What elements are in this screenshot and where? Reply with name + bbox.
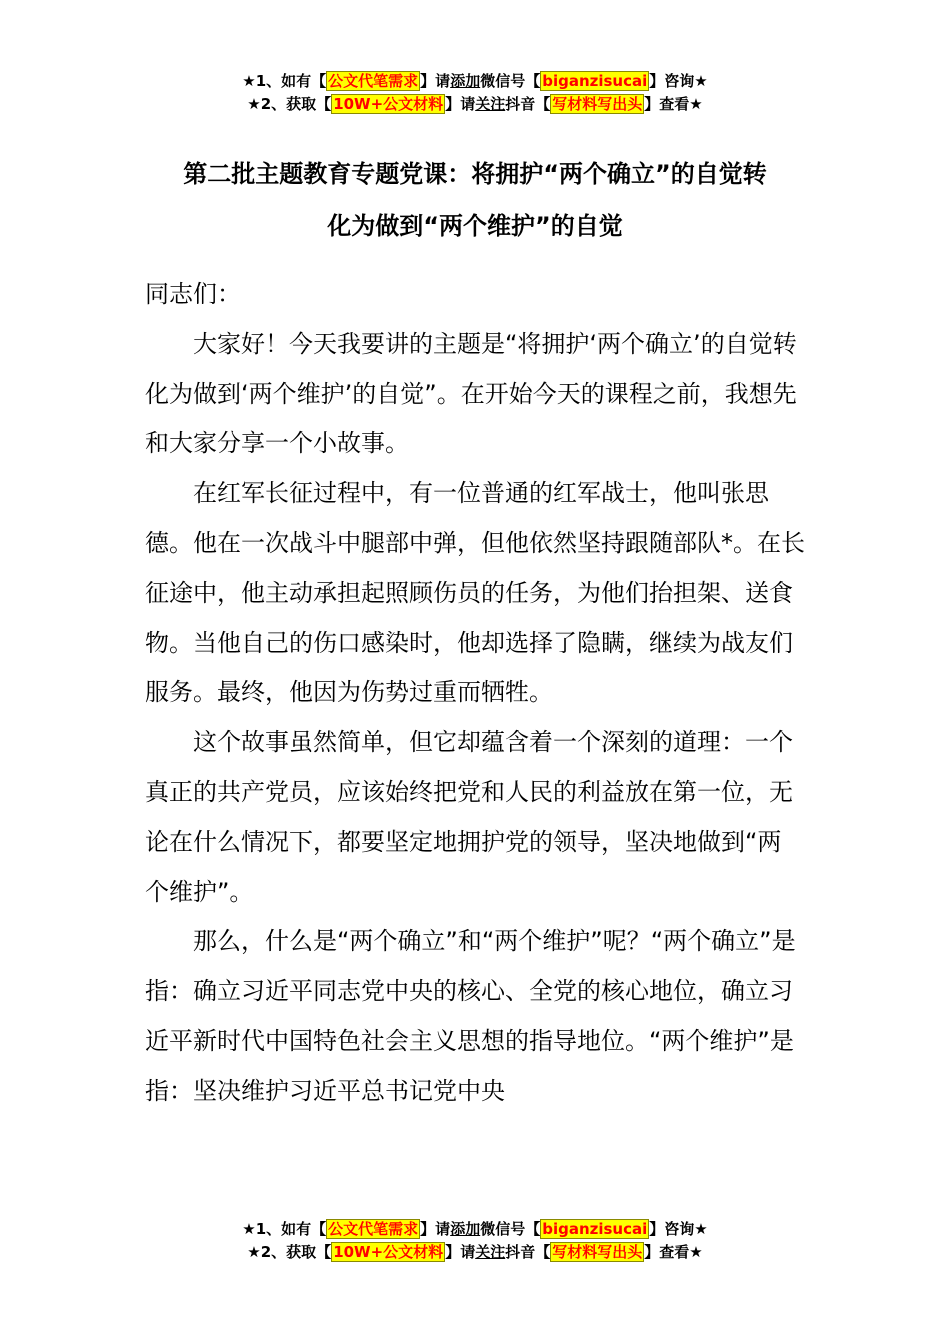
header-ad-line-1 — [0, 70, 950, 93]
ad-text: ★2、获取【 — [247, 1243, 332, 1261]
salutation: 同志们： — [145, 280, 241, 308]
ad-text: 】查看★ — [644, 95, 703, 113]
ad-text: ★1、如有【 — [242, 1220, 327, 1238]
body-paragraph: 这个故事虽然简单，但它却蕴含着一个深刻的道理：一个真正的共产党员，应该始终把党和人民的利益放在第一位，无论在什么情况下，都要坚定地拥护党的领导，坚决地做到“两个维护”。 — [145, 728, 793, 906]
ad-highlight-materials: 10W+公文材料 — [333, 95, 444, 113]
ad-text: 】查看★ — [644, 1243, 703, 1261]
ad-text: 抖音【 — [505, 1243, 551, 1261]
ad-text: 】请 — [445, 95, 476, 113]
ad-text: 微信号【 — [480, 72, 541, 90]
title-line-2: 化为做到“两个维护”的自觉 — [327, 212, 623, 240]
body-paragraph: 在红军长征过程中，有一位普通的红军战士，他叫张思德。他在一次战斗中腿部中弹，但他依然坚持跟随部队*。在长征途中，他主动承担起照顾伤员的任务，为他们抬担架、送食物。当他自己的伤口感染时，他却选择了隐瞒，继续为战友们服务。最终，他因为伤势过重而牺牲。 — [145, 479, 805, 707]
ad-underline-follow: 关注 — [475, 95, 506, 113]
ad-highlight-douyin-account: 写材料写出头 — [552, 95, 643, 113]
ad-underline-add: 添加 — [450, 1220, 481, 1238]
document-body — [145, 270, 805, 1117]
footer-ad-line-1 — [0, 1218, 950, 1241]
document-title — [100, 148, 850, 252]
ad-highlight-materials: 10W+公文材料 — [333, 1243, 444, 1261]
ad-text: 】请 — [420, 72, 451, 90]
ad-text: ★1、如有【 — [242, 72, 327, 90]
title-line-1: 第二批主题教育专题党课：将拥护“两个确立”的自觉转 — [183, 160, 767, 188]
ad-highlight-service: 公文代笔需求 — [328, 72, 419, 90]
ad-highlight-service: 公文代笔需求 — [328, 1220, 419, 1238]
ad-underline-follow: 关注 — [475, 1243, 506, 1261]
footer-ad-line-2 — [0, 1241, 950, 1264]
ad-underline-add: 添加 — [450, 72, 481, 90]
ad-text: 】咨询★ — [649, 72, 708, 90]
body-paragraph: 那么，什么是“两个确立”和“两个维护”呢？“两个确立”是指：确立习近平同志党中央的核心、全党的核心地位，确立习近平新时代中国特色社会主义思想的指导地位。“两个维护”是指：坚决维护习近平总书记党中央 — [145, 927, 796, 1105]
ad-text: 微信号【 — [480, 1220, 541, 1238]
footer-ad-block — [0, 1218, 950, 1264]
ad-highlight-douyin-account: 写材料写出头 — [552, 1243, 643, 1261]
header-ad-line-2 — [0, 93, 950, 116]
ad-text: 】请 — [445, 1243, 476, 1261]
ad-highlight-wechat-id: biganzisucai — [542, 72, 648, 90]
ad-text: 】请 — [420, 1220, 451, 1238]
header-ad-block — [0, 70, 950, 116]
body-paragraph: 大家好！今天我要讲的主题是“将拥护‘两个确立’的自觉转化为做到‘两个维护’的自觉”。在开始今天的课程之前，我想先和大家分享一个小故事。 — [145, 329, 797, 458]
ad-text: 】咨询★ — [649, 1220, 708, 1238]
ad-text: 抖音【 — [505, 95, 551, 113]
ad-highlight-wechat-id: biganzisucai — [542, 1220, 648, 1238]
ad-text: ★2、获取【 — [247, 95, 332, 113]
